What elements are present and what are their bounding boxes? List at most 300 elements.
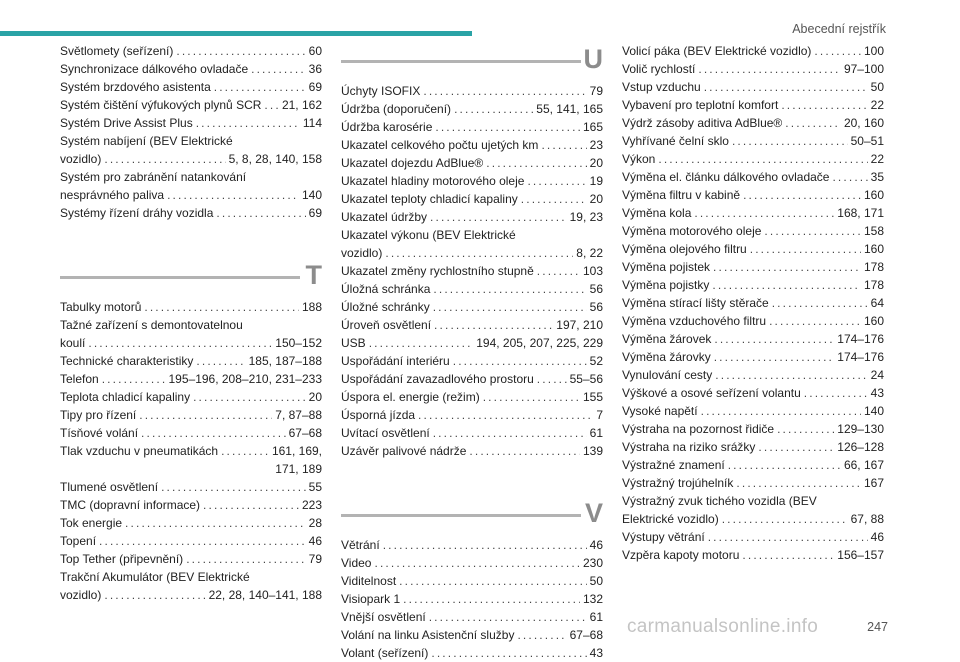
index-entry-row [60, 388, 322, 406]
index-term: Technické charakteristiky [60, 354, 194, 368]
index-term: Ukazatel údržby [341, 210, 428, 224]
page-refs: 55–56 [569, 372, 603, 386]
index-term: Výměna žárovky [622, 350, 711, 364]
index-entry-row [341, 442, 603, 460]
index-entry-row [341, 154, 603, 172]
index-term: Uzávěr palivové nádrže [341, 444, 467, 458]
index-term: Tísňové volání [60, 426, 139, 440]
index-entry-row [60, 334, 322, 352]
index-term: Vybavení pro teplotní komfort [622, 98, 779, 112]
index-entry [60, 442, 322, 478]
page-refs: 230 [582, 556, 603, 570]
index-term: vozidlo) [60, 152, 102, 166]
index-entry [60, 168, 322, 204]
leader-dots [537, 370, 567, 388]
leader-dots [814, 42, 861, 60]
page-refs: 19 [589, 174, 603, 188]
index-entry-row [341, 190, 603, 208]
index-entry [622, 276, 884, 294]
index-entry [60, 478, 322, 496]
leader-dots [104, 586, 205, 604]
index-term: Vnější osvětlení [341, 610, 426, 624]
page-refs: 46 [870, 530, 884, 544]
page-refs: 46 [589, 538, 603, 552]
index-entry [341, 298, 603, 316]
index-entry [60, 78, 322, 96]
page-refs: 22 [870, 152, 884, 166]
page-header-title: Abecední rejstřík [792, 22, 886, 36]
index-term: Systém čištění výfukových plynů SCR [60, 98, 262, 112]
leader-dots [483, 388, 580, 406]
index-entry-row [60, 298, 322, 316]
section-rule [341, 60, 581, 63]
leader-dots [141, 424, 286, 442]
page-refs: 167 [863, 476, 884, 490]
index-entry-row [60, 532, 322, 550]
section-rule [60, 276, 300, 279]
leader-dots [728, 456, 841, 474]
page-refs: 132 [582, 592, 603, 606]
leader-dots [203, 496, 299, 514]
index-term: Výměna stírací lišty stěrače [622, 296, 769, 310]
leader-dots [469, 442, 580, 460]
index-list-t [60, 298, 322, 604]
leader-dots [104, 150, 225, 168]
leader-dots [832, 168, 867, 186]
leader-dots [453, 352, 587, 370]
leader-dots [704, 78, 868, 96]
index-entry [622, 330, 884, 348]
page-refs: 46 [308, 534, 322, 548]
leader-dots [714, 330, 834, 348]
leader-dots [251, 60, 306, 78]
leader-dots [144, 298, 299, 316]
leader-dots [517, 626, 566, 644]
leader-dots [722, 510, 848, 528]
page-refs: 160 [863, 242, 884, 256]
page-refs: 50 [870, 80, 884, 94]
index-entry-row [622, 150, 884, 168]
index-entry-row [341, 136, 603, 154]
leader-dots [658, 150, 867, 168]
leader-dots [196, 352, 245, 370]
index-entry [622, 222, 884, 240]
index-term: Údržba (doporučení) [341, 102, 452, 116]
page-refs: 7, 87–88 [275, 408, 322, 422]
leader-dots [712, 276, 861, 294]
page-refs: 61 [589, 610, 603, 624]
index-column-1 [60, 42, 322, 604]
index-entry [622, 132, 884, 150]
page-refs: 223 [301, 498, 322, 512]
index-entry [341, 226, 603, 262]
leader-dots [742, 546, 834, 564]
page-refs: 24 [870, 368, 884, 382]
leader-dots [769, 312, 861, 330]
index-entry-row [60, 186, 322, 204]
leader-dots [527, 172, 586, 190]
index-entry-row [622, 42, 884, 60]
index-entry [341, 172, 603, 190]
index-entry [60, 42, 322, 60]
leader-dots [694, 204, 834, 222]
index-entry [622, 258, 884, 276]
index-entry [341, 644, 603, 662]
page-refs: 66, 167 [843, 458, 884, 472]
index-list-v-cont [622, 42, 884, 564]
index-entry [60, 204, 322, 222]
index-entry-line: Systém nabíjení (BEV Elektrické [60, 134, 233, 148]
index-entry-row [622, 222, 884, 240]
leader-dots [383, 536, 587, 554]
index-term: Tlumené osvětlení [60, 480, 159, 494]
leader-dots [764, 222, 861, 240]
index-entry [622, 456, 884, 474]
index-entry [341, 136, 603, 154]
index-entry [341, 608, 603, 626]
index-entry-row [341, 536, 603, 554]
index-term: Telefon [60, 372, 99, 386]
section-gap [60, 222, 322, 258]
index-entry [60, 298, 322, 316]
leader-dots [102, 370, 166, 388]
index-entry [60, 406, 322, 424]
index-entry [622, 420, 884, 438]
index-entry [622, 168, 884, 186]
leader-dots [403, 590, 580, 608]
leader-dots [698, 60, 841, 78]
index-entry [60, 568, 322, 604]
leader-dots [736, 474, 861, 492]
page-number: 247 [867, 620, 888, 634]
index-entry [60, 132, 322, 168]
index-term: Top Tether (připevnění) [60, 552, 184, 566]
index-entry [60, 96, 322, 114]
index-entry-row [60, 424, 322, 442]
page-refs: 129–130 [837, 422, 884, 436]
index-entry [622, 438, 884, 456]
leader-dots [429, 608, 587, 626]
index-entry [341, 190, 603, 208]
index-term: Teplota chladicí kapaliny [60, 390, 191, 404]
index-entry-row [622, 456, 884, 474]
index-entry-row [622, 60, 884, 78]
leader-dots [708, 528, 868, 546]
page-refs-continued: 171, 189 [275, 462, 322, 476]
index-term: Výměna kola [622, 206, 692, 220]
index-entry [341, 334, 603, 352]
index-term: Úchyty ISOFIX [341, 84, 421, 98]
page-refs: 19, 23 [569, 210, 603, 224]
index-entry-row [341, 208, 603, 226]
page-refs: 60 [308, 44, 322, 58]
page-refs: 100 [863, 44, 884, 58]
index-entry-row [341, 262, 603, 280]
page-refs: 5, 8, 28, 140, 158 [228, 152, 322, 166]
leader-dots [433, 424, 587, 442]
index-entry [341, 208, 603, 226]
index-entry [341, 118, 603, 136]
page-refs: 22, 28, 140–141, 188 [208, 588, 322, 602]
index-entry-row [60, 352, 322, 370]
index-entry-row [60, 78, 322, 96]
index-entry [60, 496, 322, 514]
index-entry [622, 546, 884, 564]
index-term: Úroveň osvětlení [341, 318, 432, 332]
page-refs: 79 [308, 552, 322, 566]
leader-dots [433, 298, 587, 316]
index-entry-row [622, 420, 884, 438]
index-entry [341, 388, 603, 406]
page-refs: 174–176 [837, 350, 884, 364]
leader-dots [193, 388, 306, 406]
index-term: nesprávného paliva [60, 188, 165, 202]
leader-dots [423, 82, 586, 100]
leader-dots [196, 114, 300, 132]
index-entry-row [341, 316, 603, 334]
index-term: TMC (dopravní informace) [60, 498, 201, 512]
section-heading-v [341, 496, 603, 536]
leader-dots [714, 348, 835, 366]
index-term: Systém Drive Assist Plus [60, 116, 193, 130]
leader-dots [431, 644, 586, 662]
index-entry [60, 370, 322, 388]
index-term: Vynulování cesty [622, 368, 713, 382]
index-term: USB [341, 336, 366, 350]
index-term: Výměna motorového oleje [622, 224, 762, 238]
page-refs: 43 [870, 386, 884, 400]
index-entry-row [341, 172, 603, 190]
index-entry-row [341, 590, 603, 608]
index-entry [341, 154, 603, 172]
leader-dots [161, 478, 306, 496]
index-entry-row [622, 330, 884, 348]
index-entry-row [622, 312, 884, 330]
index-entry [622, 240, 884, 258]
leader-dots [772, 294, 868, 312]
index-term: Výkon [622, 152, 656, 166]
page-refs: 43 [589, 646, 603, 660]
index-entry [341, 536, 603, 554]
leader-dots [758, 438, 834, 456]
index-entry-row [622, 204, 884, 222]
index-entry-row [622, 438, 884, 456]
page-refs: 97–100 [843, 62, 884, 76]
index-term: Výměna vzduchového filtru [622, 314, 767, 328]
index-term: Video [341, 556, 372, 570]
leader-dots [454, 100, 533, 118]
index-term: Ukazatel dojezdu AdBlue® [341, 156, 484, 170]
index-entry [60, 60, 322, 78]
index-entry [622, 528, 884, 546]
leader-dots [264, 96, 279, 114]
index-entry-line: Tažné zařízení s demontovatelnou [60, 318, 243, 332]
index-term: Vysoké napětí [622, 404, 698, 418]
page-refs: 50 [589, 574, 603, 588]
page-refs: 56 [589, 282, 603, 296]
index-entry [341, 316, 603, 334]
index-term: Údržba karosérie [341, 120, 433, 134]
index-entry-row [341, 572, 603, 590]
index-entry-row [60, 96, 322, 114]
index-entry-row [60, 514, 322, 532]
index-entry-row [60, 550, 322, 568]
index-entry [341, 554, 603, 572]
page-refs: 7 [596, 408, 603, 422]
page-refs: 160 [863, 314, 884, 328]
index-entry [60, 114, 322, 132]
leader-dots [216, 204, 305, 222]
section-letter: U [583, 44, 603, 74]
page-refs: 103 [582, 264, 603, 278]
index-term: Vstup vzduchu [622, 80, 701, 94]
index-term: Uspořádání interiéru [341, 354, 450, 368]
leader-dots [399, 572, 586, 590]
index-entry-row [60, 586, 322, 604]
index-entry [60, 424, 322, 442]
index-entry [622, 294, 884, 312]
page-refs: 188 [301, 300, 322, 314]
index-term: Systém brzdového asistenta [60, 80, 211, 94]
page-refs: 114 [302, 116, 322, 130]
page-refs: 55 [308, 480, 322, 494]
leader-dots [176, 42, 305, 60]
index-entry-row [341, 644, 603, 662]
section-rule [341, 514, 581, 517]
leader-dots [785, 114, 841, 132]
page-refs: 64 [870, 296, 884, 310]
page-refs: 178 [863, 278, 884, 292]
index-entry-row [60, 114, 322, 132]
index-term: Synchronizace dálkového ovladače [60, 62, 249, 76]
index-term: Visiopark 1 [341, 592, 401, 606]
section-gap [341, 460, 603, 496]
index-entry-line: Ukazatel výkonu (BEV Elektrické [341, 228, 516, 242]
index-entry [622, 42, 884, 60]
index-term: Výstraha na pozornost řidiče [622, 422, 775, 436]
page-refs: 79 [589, 84, 603, 98]
index-entry [341, 352, 603, 370]
index-list-v [341, 536, 603, 662]
page-refs: 20 [589, 192, 603, 206]
index-entry-row [622, 132, 884, 150]
leader-dots [715, 366, 867, 384]
index-term: Ukazatel změny rychlostního stupně [341, 264, 534, 278]
index-term: Tok energie [60, 516, 123, 530]
index-entry-row [341, 298, 603, 316]
page-refs: 50–51 [850, 134, 884, 148]
page-refs: 139 [582, 444, 603, 458]
index-entry [622, 348, 884, 366]
index-entry [341, 100, 603, 118]
index-entry-row [341, 370, 603, 388]
index-entry-row [622, 168, 884, 186]
leader-dots [781, 96, 867, 114]
leader-dots [435, 118, 580, 136]
index-term: Výstupy větrání [622, 530, 705, 544]
index-entry-row [622, 294, 884, 312]
header-accent-bar [0, 31, 472, 36]
leader-dots [214, 78, 306, 96]
index-entry [341, 626, 603, 644]
index-entry-row [341, 280, 603, 298]
index-term: Ukazatel teploty chladicí kapaliny [341, 192, 518, 206]
index-entry [60, 514, 322, 532]
leader-dots [743, 186, 861, 204]
index-term: Výstražný trojúhelník [622, 476, 734, 490]
index-entry [60, 550, 322, 568]
index-entry-row [60, 442, 322, 460]
leader-dots [88, 334, 272, 352]
section-letter: T [305, 260, 322, 290]
page-refs: 21, 162 [281, 98, 322, 112]
section-heading-t [60, 258, 322, 298]
index-entry [341, 280, 603, 298]
index-term: vozidlo) [341, 246, 383, 260]
index-entry-row [341, 608, 603, 626]
index-entry [622, 366, 884, 384]
index-entry-row [60, 204, 322, 222]
index-term: Výměna filtru v kabině [622, 188, 741, 202]
index-term: Výdrž zásoby aditiva AdBlue® [622, 116, 783, 130]
page-refs: 20 [308, 390, 322, 404]
index-term: Viditelnost [341, 574, 397, 588]
index-entry-row [341, 334, 603, 352]
index-term: Výškové a osové seřízení volantu [622, 386, 801, 400]
index-entry [622, 60, 884, 78]
page-refs: 140 [863, 404, 884, 418]
index-entry-row [622, 258, 884, 276]
leader-dots [434, 316, 553, 334]
index-term: Úspora el. energie (režim) [341, 390, 480, 404]
index-entry-row [622, 348, 884, 366]
index-entry [341, 590, 603, 608]
leader-dots [777, 420, 834, 438]
index-term: Uspořádání zavazadlového prostoru [341, 372, 534, 386]
index-entry-row [60, 42, 322, 60]
page-refs: 23 [589, 138, 603, 152]
page-refs: 69 [308, 80, 322, 94]
index-entry-row [622, 510, 884, 528]
index-entry [341, 442, 603, 460]
leader-dots [369, 334, 474, 352]
index-entry [60, 532, 322, 550]
index-entry-row [341, 388, 603, 406]
index-term: Výměna žárovek [622, 332, 712, 346]
leader-dots [167, 186, 299, 204]
page-refs: 36 [308, 62, 322, 76]
leader-dots [418, 406, 593, 424]
leader-dots [125, 514, 306, 532]
index-term: Volant (seřízení) [341, 646, 429, 660]
page-refs: 185, 187–188 [248, 354, 322, 368]
page-refs: 161, 169, [271, 444, 322, 458]
leader-dots [804, 384, 868, 402]
index-entry-row [341, 100, 603, 118]
page-refs: 69 [308, 206, 322, 220]
index-entry [622, 150, 884, 168]
page-refs: 174–176 [837, 332, 884, 346]
section-heading-u [341, 42, 603, 82]
index-entry-row [622, 114, 884, 132]
index-entry-row [60, 60, 322, 78]
index-term: Výstražné znamení [622, 458, 725, 472]
index-term: Elektrické vozidlo) [622, 512, 719, 526]
index-entry [341, 262, 603, 280]
leader-dots [750, 240, 861, 258]
index-entry-row [341, 244, 603, 262]
index-term: Topení [60, 534, 97, 548]
